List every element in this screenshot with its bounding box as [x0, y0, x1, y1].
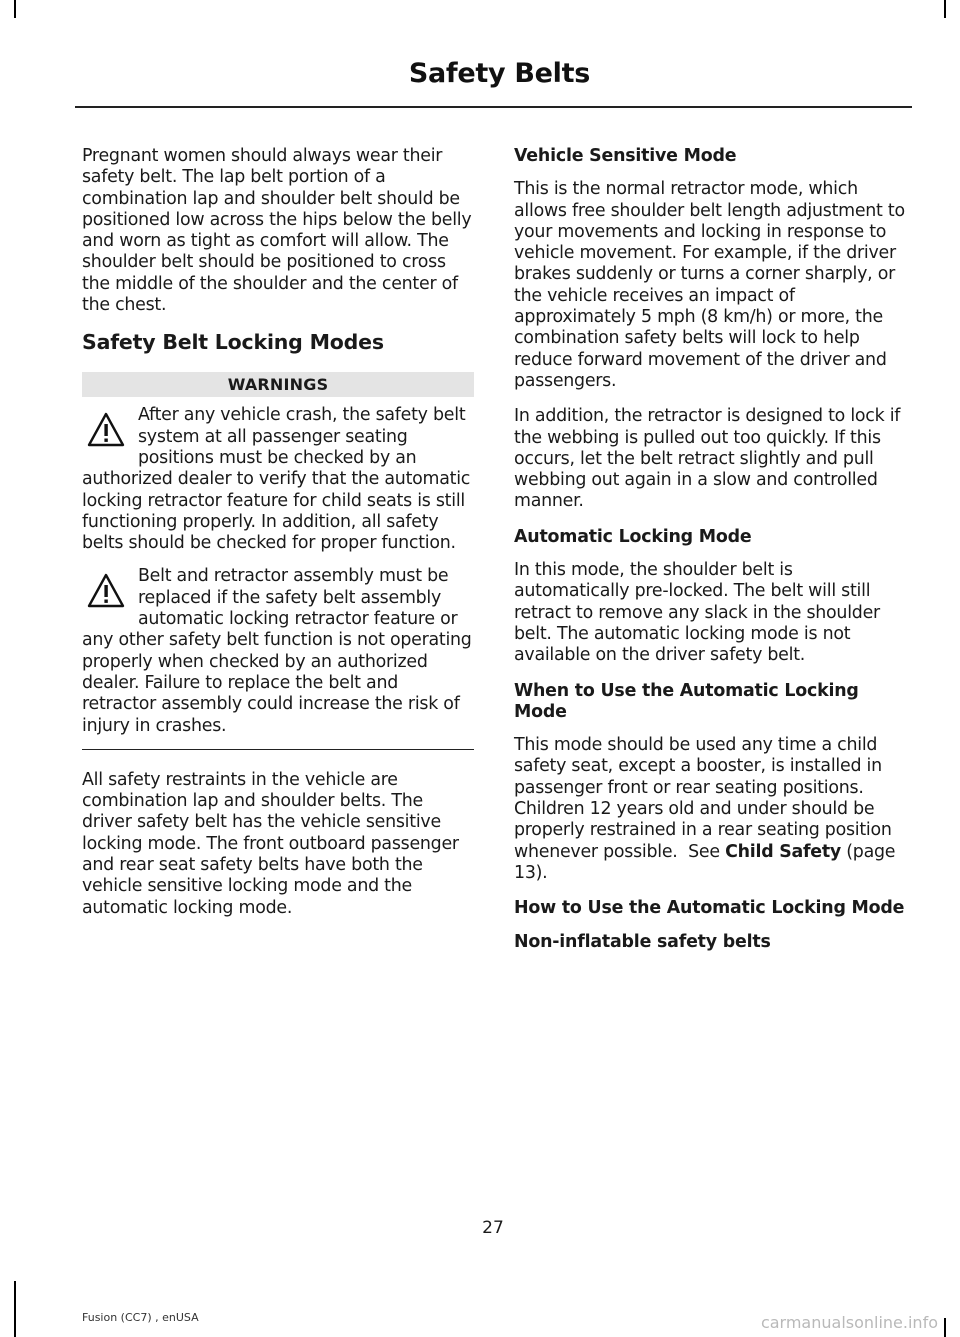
document-id: Fusion (CC7) , enUSA — [82, 1311, 199, 1324]
warning-triangle-icon — [86, 411, 126, 449]
automatic-locking-heading: Automatic Locking Mode — [514, 526, 752, 547]
when-to-use-text: This mode should be used any time a child safety seat, except a booster, is installed in passenger front or rear seating positions. Children 12 years old and under should be properly restrained in a rear seating position whenever possible. — [514, 735, 892, 862]
child-safety-link[interactable]: Child Safety — [725, 841, 841, 862]
see-prefix: See — [688, 841, 720, 862]
crop-mark-bottom-right — [944, 1318, 946, 1337]
watermark: carmanualsonline.info — [760, 1313, 938, 1332]
warning-text: After any vehicle crash, the safety belt system at all passenger seating positions must be checked by an authorized dealer to verify that the automatic locking retractor feature for child seats is still functioning properly. In addition, all safety belts should be checked for proper function. — [82, 405, 471, 554]
non-inflatable-heading: Non-inflatable safety belts — [514, 931, 771, 952]
left-column — [82, 146, 474, 933]
vehicle-sensitive-heading: Vehicle Sensitive Mode — [514, 146, 737, 166]
warning-item — [82, 566, 474, 736]
warnings-divider — [82, 749, 474, 750]
when-to-use-paragraph — [514, 735, 906, 884]
intro-paragraph: Pregnant women should always wear their safety belt. The lap belt portion of a combination lap and shoulder belt should be positioned low across the hips below the belly and worn as tight as comfort will allow. The shoulder belt should be positioned to cross the middle of the shoulder and the center of the chest. — [82, 146, 472, 316]
warning-text: Belt and retractor assembly must be replaced if the safety belt assembly automatic locking retractor feature or any other safety belt function is not operating properly when checked by an authorized dealer. Failure to replace the belt and retractor assembly could increase the risk of injury in crashes. — [82, 566, 472, 736]
automatic-locking-paragraph: In this mode, the shoulder belt is automatically pre-locked. The belt will still retract to remove any slack in the shoulder belt. The automatic locking mode is not available on the driver safety belt. — [514, 560, 880, 666]
crop-mark-top-left — [14, 0, 16, 18]
warning-item — [82, 405, 474, 554]
when-to-use-heading: When to Use the Automatic Locking Mode — [514, 680, 859, 722]
how-to-use-heading: How to Use the Automatic Locking Mode — [514, 898, 905, 919]
right-column — [514, 146, 906, 965]
section-heading: Safety Belt Locking Modes — [82, 330, 384, 355]
page-reference: (page 13). — [514, 841, 896, 883]
warnings-header: WARNINGS — [82, 372, 474, 397]
vehicle-sensitive-paragraph-1: This is the normal retractor mode, which allows free shoulder belt length adjustment to your movements and locking in response to vehicle movement. For example, if the driver brakes suddenly or turns a corner sharply, or the vehicle receives an impact of approximately 5 mph (8 km/h) or more, the combination safety belts will lock to help reduce forward movement of the driver and passengers. — [514, 179, 905, 391]
page-number: 27 — [482, 1218, 504, 1238]
crop-mark-top-right — [944, 0, 946, 18]
header-divider — [75, 106, 912, 108]
crop-mark-bottom-left — [14, 1281, 16, 1337]
vehicle-sensitive-paragraph-2: In addition, the retractor is designed to lock if the webbing is pulled out too quickly. If this occurs, let the belt retract slightly and pull webbing out again in a slow and controlled manner. — [514, 406, 901, 512]
page-title: Safety Belts — [408, 58, 590, 89]
warning-triangle-icon — [86, 572, 126, 610]
restraints-paragraph: All safety restraints in the vehicle are combination lap and shoulder belts. The driver safety belt has the vehicle sensitive locking mode. The front outboard passenger and rear seat safety belts have both the vehicle sensitive locking mode and the automatic locking mode. — [82, 769, 459, 918]
